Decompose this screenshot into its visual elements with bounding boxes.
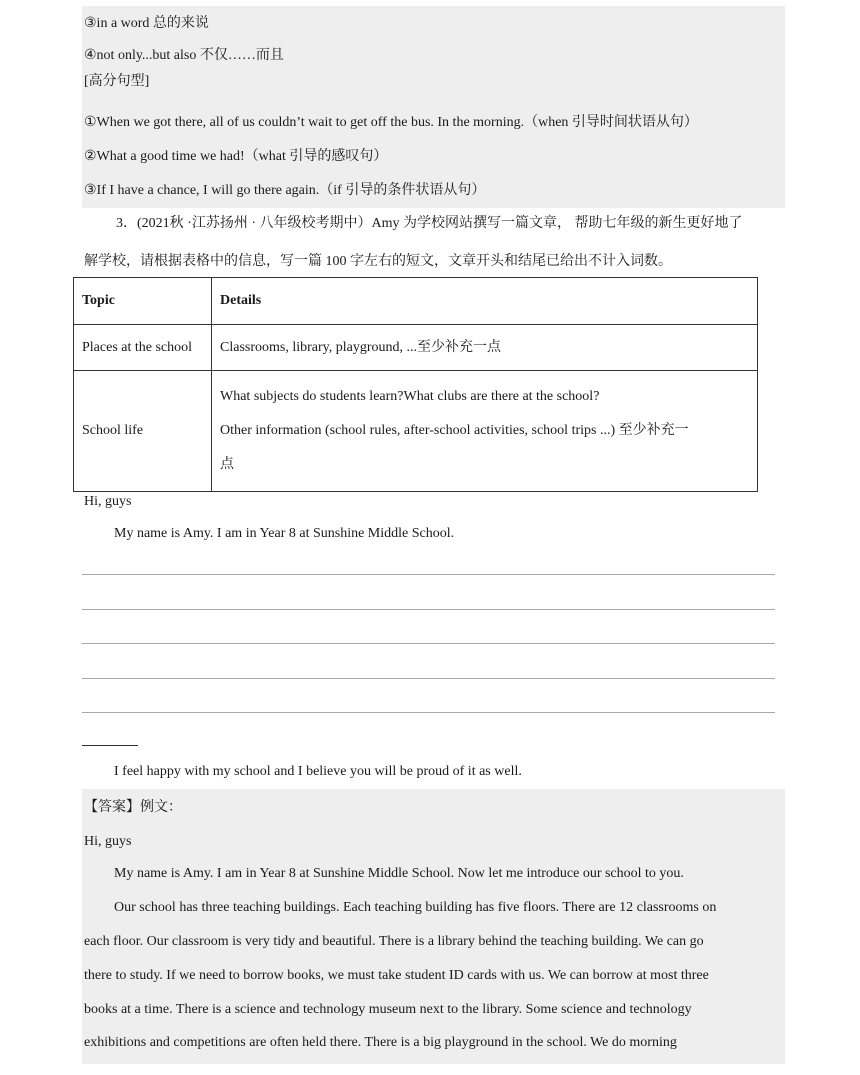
phrase-4: ④not only...but also 不仅……而且 xyxy=(84,48,284,63)
letter-opening: My name is Amy. I am in Year 8 at Sunshine Middle School. xyxy=(114,526,455,541)
writing-line-5 xyxy=(82,712,775,713)
table-row-places-topic: Places at the school xyxy=(74,325,212,371)
answer-line-3: each floor. Our classroom is very tidy and beautiful. There is a library behind the teaching building. We can go xyxy=(84,934,704,949)
writing-line-2 xyxy=(82,609,775,610)
answer-greeting: Hi, guys xyxy=(84,834,132,849)
table-row-places-details: Classrooms, library, playground, ...至少补充一点 xyxy=(212,325,758,371)
answer-line-5: books at a time. There is a science and technology museum next to the library. Some science and technology xyxy=(84,1002,692,1017)
writing-line-4 xyxy=(82,678,775,679)
question-line-1: 3．(2021秋 ·江苏扬州 · 八年级校考期中）Amy 为学校网站撰写一篇文章， 帮助七年级的新生更好地了 xyxy=(116,216,743,231)
sentence-3: ③If I have a chance, I will go there again.（if 引导的条件状语从句） xyxy=(84,183,486,198)
info-table xyxy=(73,277,758,492)
details-line-1: What subjects do students learn?What clubs are there at the school? xyxy=(220,389,600,404)
answer-label: 【答案】例文： xyxy=(84,800,182,815)
table-row-schoollife-details xyxy=(212,371,758,492)
letter-closing: I feel happy with my school and I believe you will be proud of it as well. xyxy=(114,764,522,779)
table-header-details: Details xyxy=(212,278,758,325)
phrase-3: ③in a word 总的来说 xyxy=(84,16,209,31)
question-line-2: 解学校，请根据表格中的信息，写一篇 100 字左右的短文，文章开头和结尾已给出不计入词数。 xyxy=(84,254,672,269)
sentence-2: ②What a good time we had!（what 引导的感叹句） xyxy=(84,149,388,164)
answer-line-6: exhibitions and competitions are often held there. There is a big playground in the school. We do morning xyxy=(84,1035,677,1050)
sentence-1: ①When we got there, all of us couldn’t wait to get off the bus. In the morning.（when 引导时间状语从句） xyxy=(84,115,698,130)
high-score-heading: [高分句型] xyxy=(84,74,150,89)
writing-line-short xyxy=(82,745,138,746)
answer-line-1: My name is Amy. I am in Year 8 at Sunshine Middle School. Now let me introduce our school to you. xyxy=(114,866,684,881)
table-header-topic: Topic xyxy=(74,278,212,325)
answer-box xyxy=(82,789,785,1064)
writing-line-3 xyxy=(82,643,775,644)
table-row-schoollife-topic: School life xyxy=(74,371,212,492)
answer-line-4: there to study. If we need to borrow books, we must take student ID cards with us. We can borrow at most three xyxy=(84,968,709,983)
details-line-2: Other information (school rules, after-school activities, school trips ...) 至少补充一 xyxy=(220,423,689,438)
answer-line-2: Our school has three teaching buildings. Each teaching building has five floors. There are 12 classrooms on xyxy=(114,900,717,915)
details-line-3: 点 xyxy=(220,457,234,472)
tips-box xyxy=(82,6,785,208)
letter-greeting: Hi, guys xyxy=(84,494,132,509)
writing-line-1 xyxy=(82,574,775,575)
